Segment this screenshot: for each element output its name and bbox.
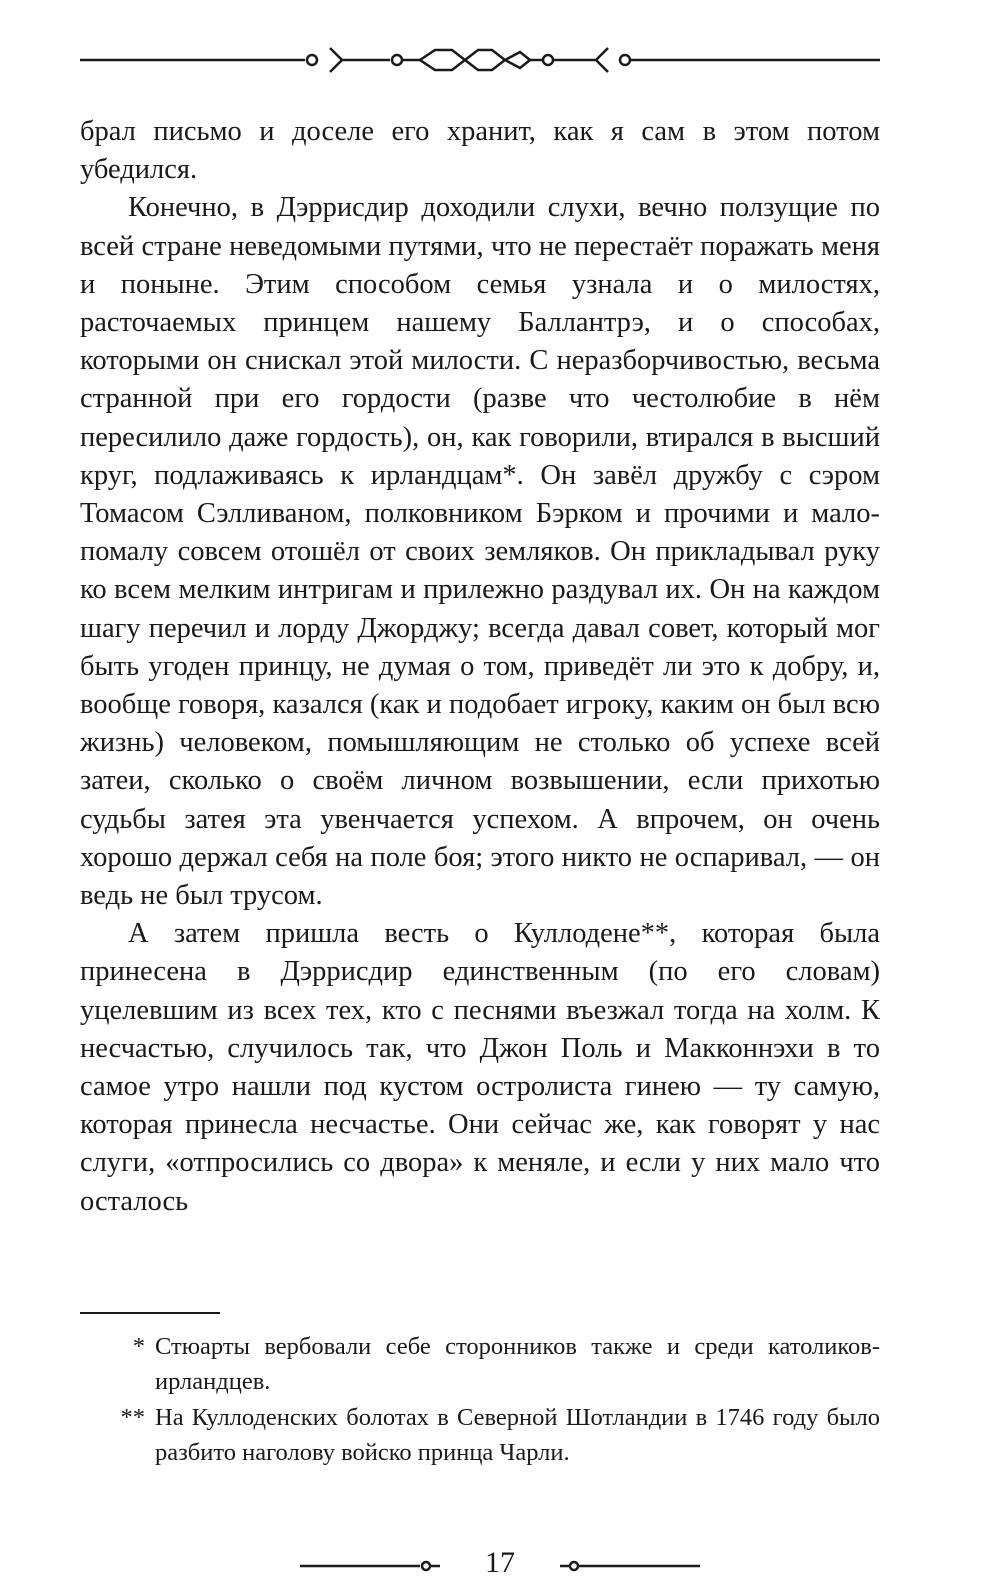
paragraph: А затем пришла весть о Куллодене**, которая была принесена в Дэррисдир единственным (по его словам) уцелевшим из всех тех, кто с песнями въезжал тогда на холм. К несчастью, случилось так, что Джон Поль и Макконнэхи в то самое утро нашли под кустом остролиста гинею — ту самую, которая принесла несчастье. Они сейчас же, как говорят у нас слуги, «отпросились со двора» к меняле, и если у них мало что осталось [80,918,880,1217]
header-ornament [80,40,880,80]
paragraph: Конечно, в Дэррисдир доходили слухи, вечно ползущие по всей стране неведомыми путями, что не перестаёт поражать меня и поныне. Этим способом семья узнала и о милостях, расточаемых принцем нашему Баллантрэ, и о способах, которыми он снискал этой милости. С неразборчивостью, весьма странной при его гордости (разве что честолюбие в нём пересилило даже гордость), он, как говорили, втирался в высший круг, подлаживаясь к ирландцам*. Он завёл дружбу с сэром Томасом Сэлливаном, полковником Бэрком и прочими и мало-помалу совсем отошёл от своих земляков. Он прикладывал руку ко всем мелким интригам и прилежно раздувал их. Он на каждом шагу перечил и лорду Джорджу; всегда давал совет, который мог быть угоден принцу, не думая о том, приведёт ли это к добру, и, вообще говоря, казался (как и подобает игроку, каким он был всю жизнь) человеком, помышляющим не столько об успехе всей затеи, сколько о своём личном возвышении, если прихотью судьбы затея эта увенчается успехом. А впрочем, он очень хорошо держал себя на поле боя; этого никто не оспаривал, — он ведь не был трусом. [80,192,880,912]
footnote [80,1401,880,1470]
page-number: 17 [485,1546,515,1579]
paragraph: брал письмо и доселе его хранит, как я сам в этом потом убедился. [80,116,880,186]
footnotes [80,1330,880,1472]
footnote [80,1330,880,1399]
body-text [80,113,880,1221]
footnote-mark: * [132,1333,145,1360]
footnote-divider [80,1312,220,1314]
footnote-text: Стюарты вербовали себе сторонников также и среди католиков-ирландцев. [155,1333,880,1395]
footnote-mark: ** [120,1404,145,1431]
footnote-text: На Куллоденских болотах в Северной Шотландии в 1746 году было разбито наголову войско принца Чарли. [155,1404,880,1466]
